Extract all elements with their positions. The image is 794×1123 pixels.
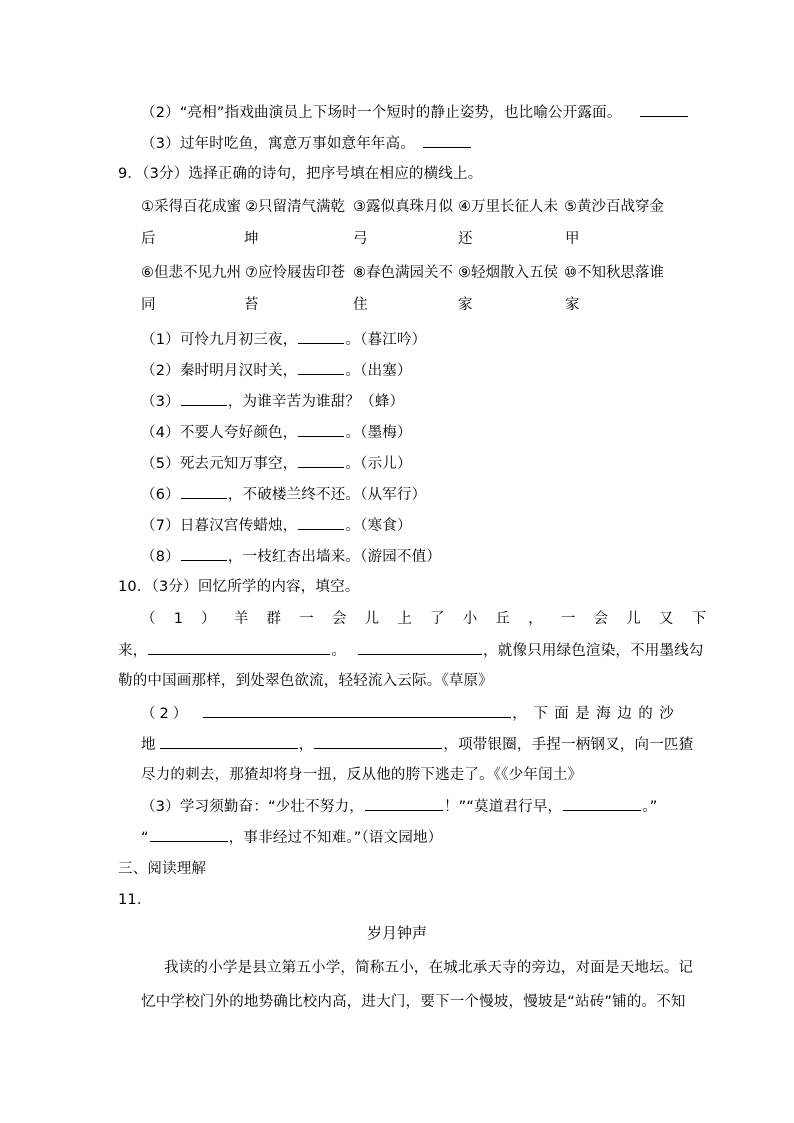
item-text: ，不破楼兰终不还。（从军行） [227, 487, 427, 503]
text-fragment: ，项带银圈，手捏一柄钢叉，向一匹猹 [443, 737, 694, 753]
answer-blank[interactable] [150, 827, 228, 842]
answer-blank[interactable] [640, 102, 688, 117]
text-fragment: ，下面是海边的沙 [512, 706, 681, 722]
option-10-bottom: 家 [565, 297, 580, 313]
option-6-bottom: 同 [141, 297, 156, 313]
article-title: 岁月钟声 [366, 924, 427, 942]
item-source: 。（暮江吟） [345, 332, 427, 348]
option-9-top: ⑨轻烟散入五侯 [458, 265, 558, 281]
q10-part-1-line-2 [118, 640, 704, 661]
item-text: （1）可怜九月初三夜， [141, 332, 298, 348]
option-8-bottom: 住 [353, 297, 368, 313]
option-8-top: ⑧春色满园关不 [353, 265, 453, 281]
option-2-bottom: 坤 [244, 231, 259, 247]
q8-item-3-text: （3）过年时吃鱼，寓意万事如意年年高。 [141, 136, 416, 152]
text-fragment: ，事非经过不知难。”（语文园地） [228, 830, 443, 846]
item-text: （2）秦时明月汉时关， [141, 363, 298, 379]
q8-item-2-text: （2）“亮相”指戏曲演员上下场时一个短时的静止姿势，也比喻公开露面。 [141, 105, 622, 121]
option-5-bottom: 甲 [565, 231, 580, 247]
option-6-top: ⑥但悲不见九州 [141, 265, 241, 281]
item-text: （7）日暮汉宫传蜡烛， [141, 518, 298, 534]
answer-blank[interactable] [298, 515, 344, 530]
item-source: 。（寒食） [345, 518, 412, 534]
q9-header: 9．（3分）选择正确的诗句，把序号填在相应的横线上。 [118, 166, 483, 182]
answer-blank[interactable] [181, 391, 227, 406]
answer-blank[interactable] [423, 133, 471, 148]
text-fragment: （3）学习须勤奋：“少壮不努力， [141, 799, 364, 815]
q9-item-4 [141, 422, 412, 443]
q9-options-row-2 [141, 263, 681, 323]
text-fragment: ， [298, 737, 314, 753]
answer-blank[interactable] [203, 703, 511, 718]
q9-item-3 [141, 391, 404, 412]
text-fragment: ，就像只用绿色渲染，不用墨线勾 [483, 643, 704, 659]
text-fragment: 。” [642, 799, 658, 815]
option-4-bottom: 还 [458, 231, 473, 247]
item-number: （8） [141, 549, 180, 565]
text-fragment: 来， [118, 643, 148, 659]
text-fragment: “ [141, 830, 149, 846]
item-source: 。（出塞） [345, 363, 412, 379]
answer-blank[interactable] [358, 640, 482, 655]
option-5-top: ⑤黄沙百战穿金 [564, 199, 664, 215]
answer-blank[interactable] [314, 734, 442, 749]
answer-blank[interactable] [148, 640, 330, 655]
answer-blank[interactable] [298, 329, 344, 344]
q8-item-3 [141, 133, 472, 154]
q9-item-7 [141, 515, 412, 536]
answer-blank[interactable] [181, 546, 227, 561]
item-number: （6） [141, 487, 180, 503]
option-1-bottom: 后 [141, 231, 156, 247]
option-10-top: ⑩不知秋思落谁 [564, 265, 664, 281]
option-7-bottom: 苔 [244, 297, 259, 313]
option-9-bottom: 家 [458, 297, 473, 313]
answer-blank[interactable] [365, 796, 443, 811]
answer-blank[interactable] [181, 484, 227, 499]
q10-part-2-line-3: 尽力的刺去，那猹却将身一扭，反从他的胯下逃走了。《《少年闰土》 [141, 767, 583, 783]
text-fragment: （2） [141, 706, 192, 722]
item-text: ，为谁辛苦为谁甜？（蜂） [227, 394, 405, 410]
section-heading: 三、阅读理解 [118, 861, 207, 877]
option-4-top: ④万里长征人未 [458, 199, 558, 215]
answer-blank[interactable] [298, 422, 344, 437]
answer-blank[interactable] [160, 734, 298, 749]
q10-part-3-line-2 [141, 827, 442, 848]
q9-item-8 [141, 546, 441, 567]
q9-item-1 [141, 329, 426, 350]
q9-item-5 [141, 453, 412, 474]
item-source: 。（示儿） [345, 456, 412, 472]
text-fragment: 地 [141, 737, 156, 753]
q10-part-1-line-3: 勒的中国画那样，到处翠色欲流，轻轻流入云际。《草原》 [118, 673, 493, 689]
q10-part-3-line-1 [141, 796, 657, 817]
option-2-top: ②只留清气满乾 [245, 199, 345, 215]
answer-blank[interactable] [298, 360, 344, 375]
item-text: （4）不要人夸好颜色， [141, 425, 298, 441]
option-3-top: ③露似真珠月似 [353, 199, 453, 215]
article-paragraph-line-2: 忆中学校门外的地势确比校内高，进大门，要下一个慢坡，慢坡是“站砖”铺的。不知 [141, 994, 686, 1010]
q10-part-2-line-2 [141, 734, 693, 755]
q10-part-1-line-1: （1）羊群一会儿上了小丘，一会儿又下 [141, 611, 725, 627]
q8-item-2 [141, 102, 689, 123]
item-number: （3） [141, 394, 180, 410]
answer-blank[interactable] [563, 796, 641, 811]
option-1-top: ①采得百花成蜜 [141, 199, 241, 215]
q10-part-2-line-1 [141, 703, 680, 724]
q9-item-2 [141, 360, 412, 381]
text-fragment: 。 [331, 643, 347, 659]
item-text: ，一枝红杏出墙来。（游园不值） [227, 549, 442, 565]
item-text: （5）死去元知万事空， [141, 456, 298, 472]
text-fragment: ！”“莫道君行早， [443, 799, 563, 815]
article-paragraph-line-1: 我读的小学是县立第五小学，简称五小，在城北承天寺的旁边，对面是天地坛。记 [164, 960, 694, 976]
answer-blank[interactable] [298, 453, 344, 468]
item-source: 。（墨梅） [345, 425, 412, 441]
q9-options-row-1 [141, 197, 681, 257]
option-3-bottom: 弓 [353, 231, 368, 247]
q11-number: 11． [118, 892, 152, 908]
q9-item-6 [141, 484, 426, 505]
option-7-top: ⑦应怜屐齿印苍 [245, 265, 345, 281]
q10-header: 10．（3分）回忆所学的内容，填空。 [118, 579, 360, 595]
